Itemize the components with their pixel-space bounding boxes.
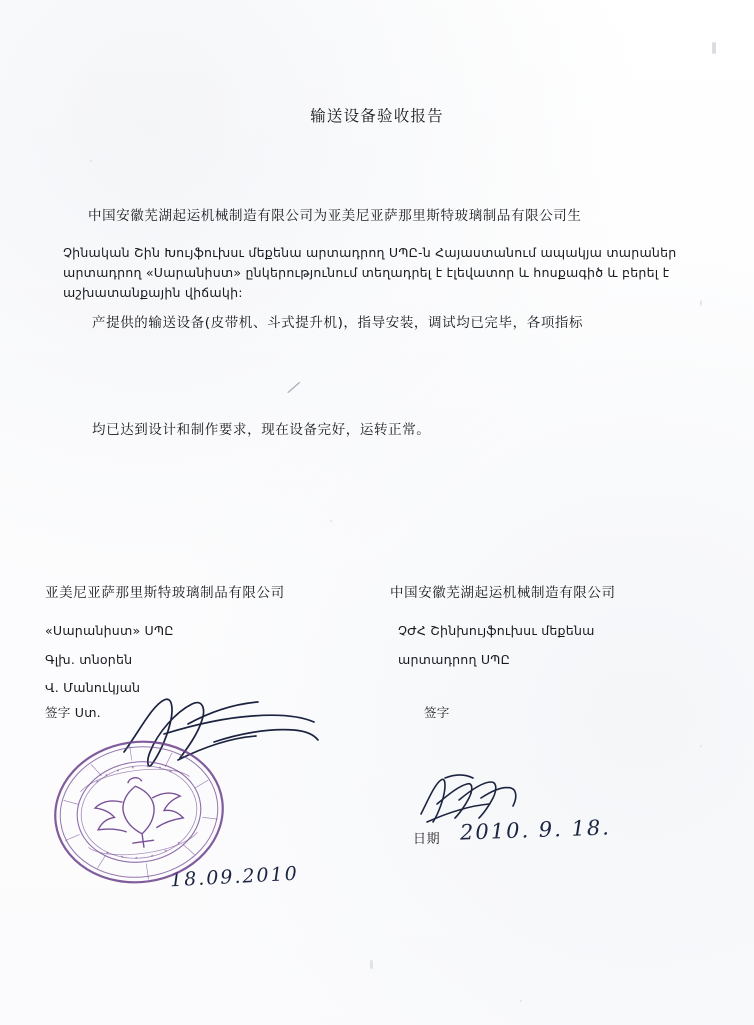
paragraph-cn-intro: 中国安徽芜湖起运机械制造有限公司为亚美尼亚萨那里斯特玻璃制品有限公司生 [88,208,582,224]
scan-speck [712,42,716,54]
signature-company-right: 中国安徽芜湖起运机械制造有限公司 [390,585,616,601]
paragraph-cn-body-1: 产提供的输送设备(皮带机、斗式提升机)，指导安装，调试均已完毕，各项指标 [92,315,584,331]
signature-left-line-2: Գլխ. տնօրեն [45,652,133,667]
date-label-right: 日期 [413,832,441,847]
signature-left-label: 签字 Ստ. [45,705,101,720]
scan-speck [370,960,373,969]
handwritten-date-left: 18.09.2010 [169,862,300,892]
signature-right-label: 签字 [424,705,450,720]
official-seal [40,738,238,886]
signature-right-line-2: արտադրող ՍՊԸ [398,652,510,667]
signature-company-left: 亚美尼亚萨那里斯特玻璃制品有限公司 [45,585,285,601]
signature-left-line-1: «Սարանիստ» ՍՊԸ [45,623,174,638]
scan-speck [90,160,92,162]
handwritten-date-right: 2010. 9. 18. [459,815,612,845]
stray-pen-mark: ⁄ [288,378,299,399]
document-title: 输送设备验收报告 [310,107,444,125]
signature-right-line-1: ՉԺՀ Շինխույֆուխսւ մեքենա [398,623,595,638]
signature-left-line-3: Վ. Մանուկյան [45,680,141,695]
scan-speck [700,745,702,747]
scan-speck [520,1000,522,1002]
paragraph-cn-body-2: 均已达到设计和制作要求，现在设备完好，运转正常。 [92,422,431,438]
scan-speck [330,520,332,522]
paragraph-hy-body: Չինական Շին Խույֆուխսւ մեքենա արտադրող ՍՊԸ-ն Հայաստանում ապակյա տարաներ արտադրող «Սարանիստ» ընկերությունում տեղադրել է էլեվատոր և հոսքագիծ և բերել է աշխատանքային վիճակի: [63,245,677,300]
